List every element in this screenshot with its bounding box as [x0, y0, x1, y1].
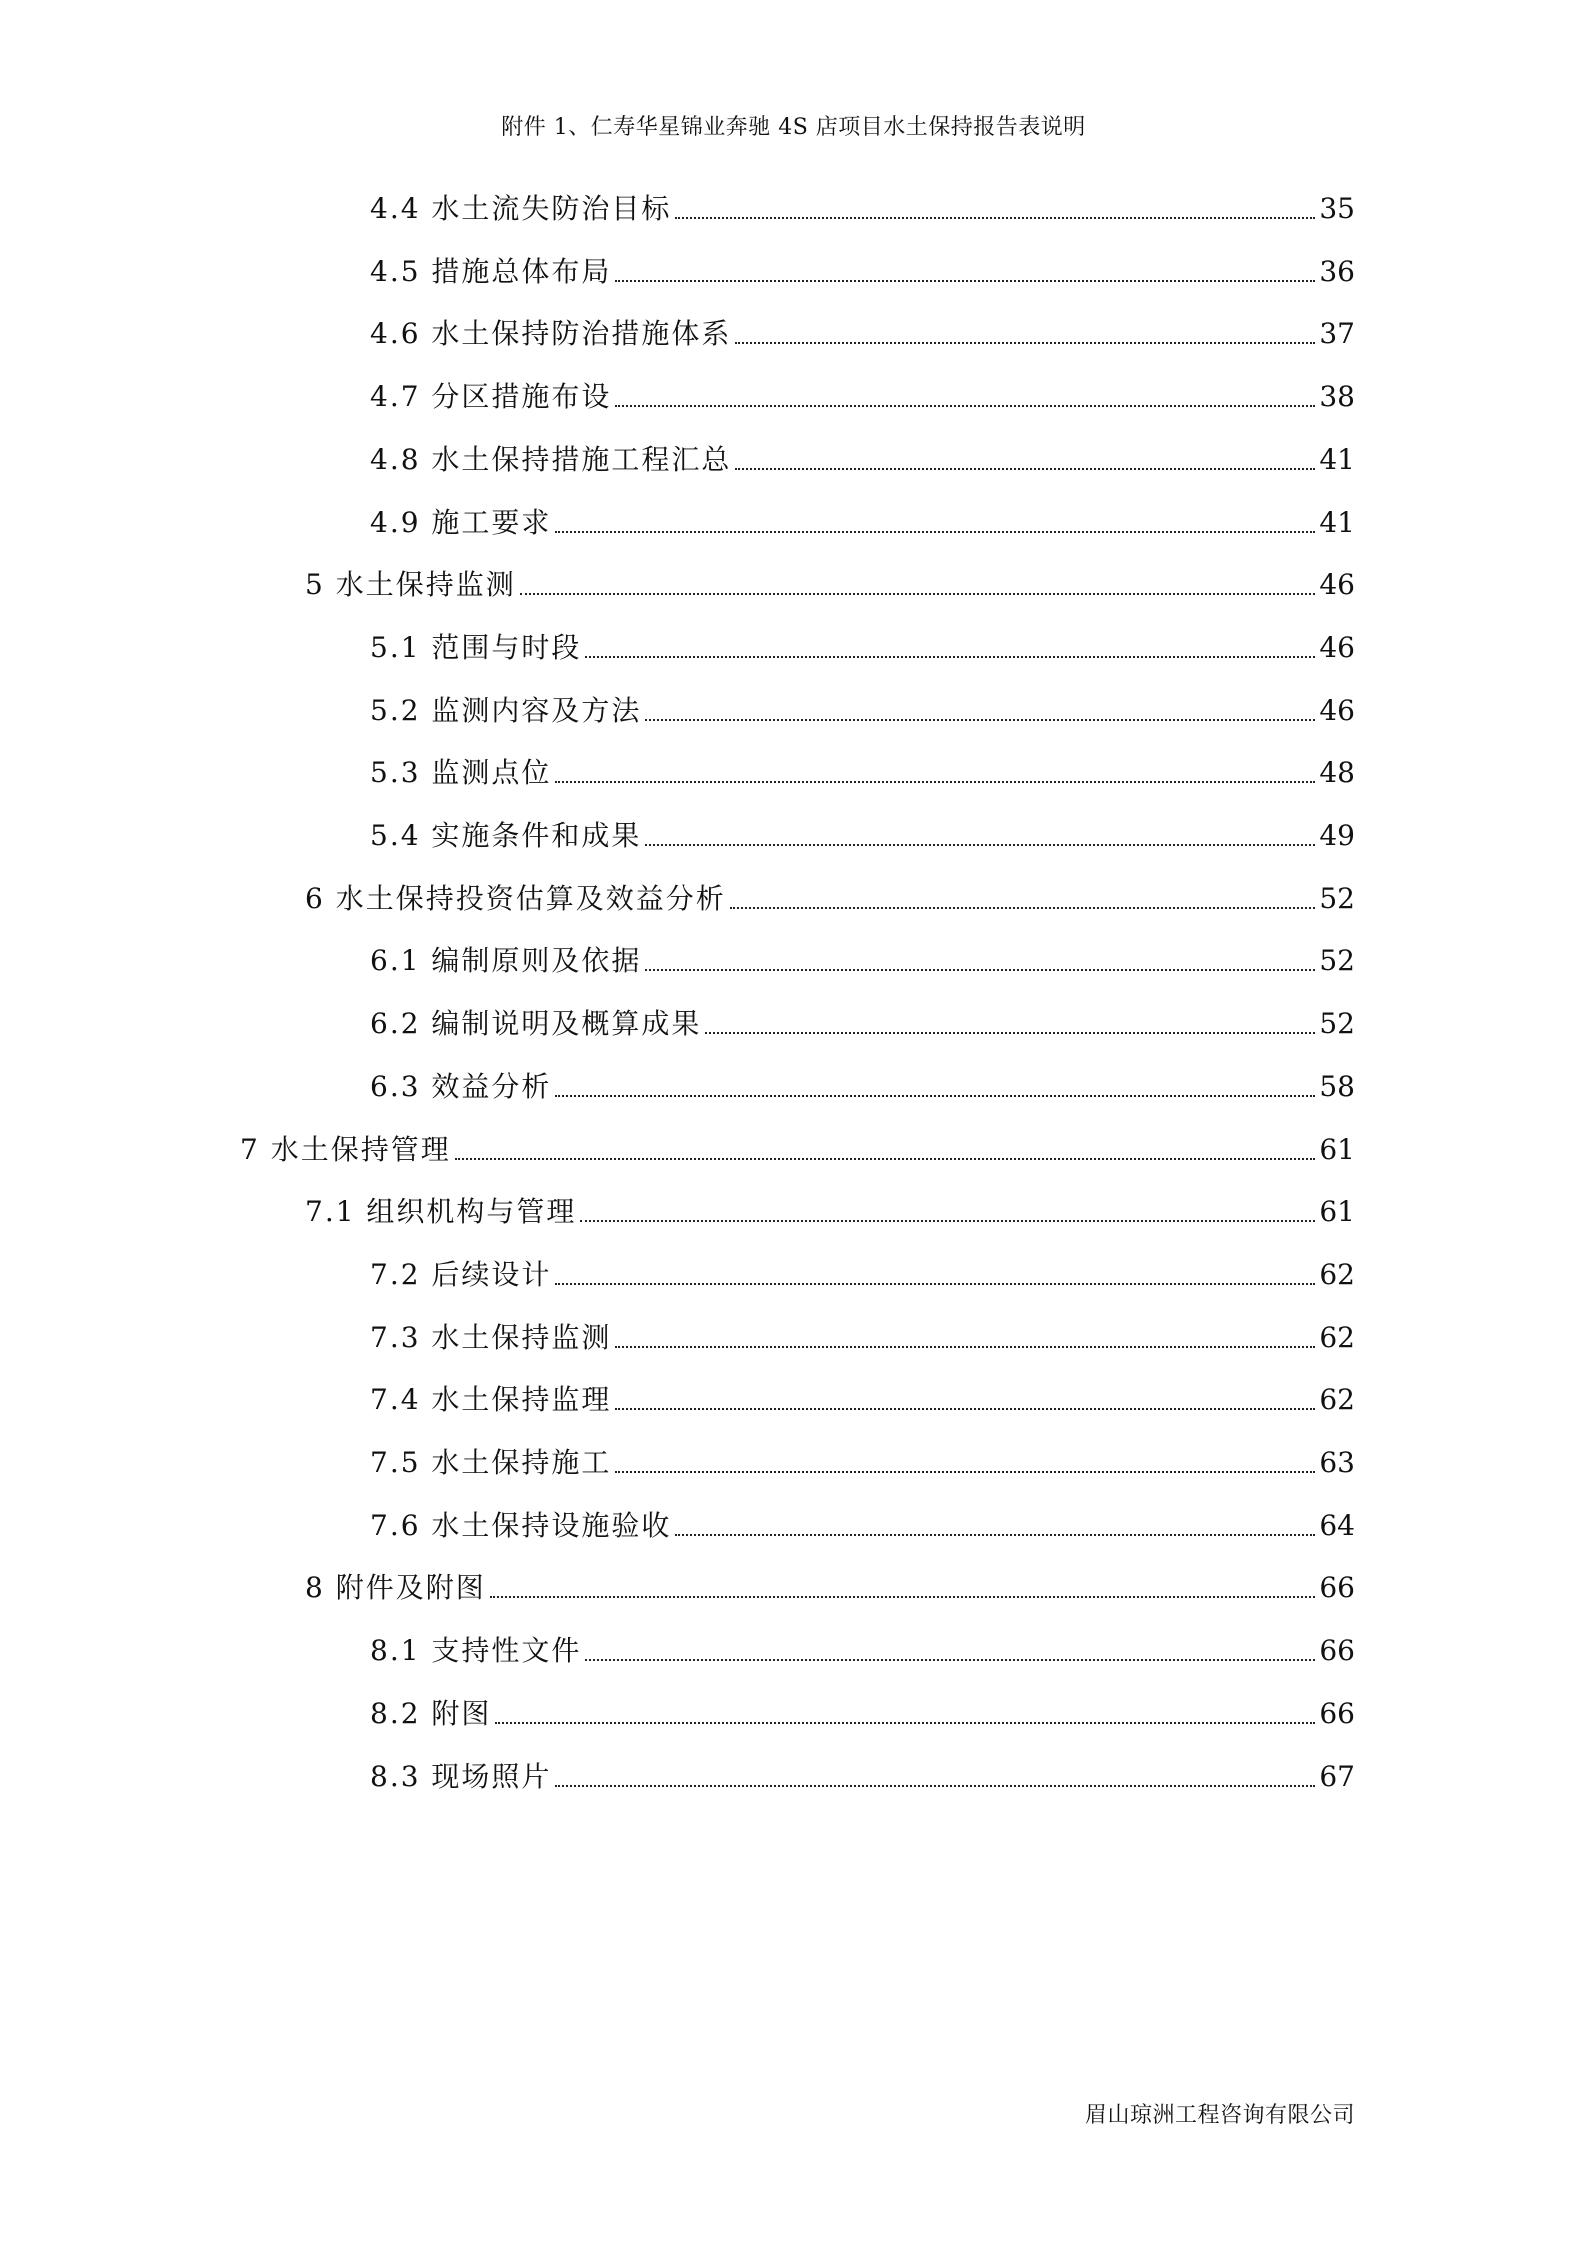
- toc-entry-label: 7.1 组织机构与管理: [305, 1195, 577, 1229]
- toc-dot-leader: [555, 1094, 1315, 1097]
- toc-dot-leader: [730, 906, 1316, 909]
- toc-dot-leader: [615, 404, 1315, 407]
- toc-entry[interactable]: [370, 939, 1355, 979]
- toc-entry-label: 6.1 编制原则及依据: [370, 944, 642, 978]
- toc-entry-label: 4.4 水土流失防治目标: [370, 192, 672, 225]
- toc-entry[interactable]: [305, 1566, 1355, 1606]
- toc-entry-label: 6.2 编制说明及概算成果: [370, 1007, 702, 1041]
- toc-dot-leader: [555, 1784, 1315, 1787]
- toc-entry-label: 7.6 水土保持设施验收: [370, 1508, 672, 1542]
- toc-dot-leader: [615, 1345, 1315, 1348]
- toc-entry[interactable]: [370, 501, 1355, 541]
- toc-entry-page-number: 52: [1319, 1007, 1355, 1041]
- toc-dot-leader: [615, 1470, 1315, 1473]
- toc-entry[interactable]: [370, 1316, 1355, 1356]
- toc-dot-leader: [735, 467, 1315, 470]
- toc-entry-page-number: 36: [1319, 254, 1355, 288]
- toc-dot-leader: [615, 1407, 1315, 1410]
- toc-dot-leader: [580, 1219, 1315, 1222]
- toc-entry[interactable]: [305, 877, 1355, 917]
- toc-entry-page-number: 49: [1319, 819, 1355, 852]
- toc-dot-leader: [675, 216, 1315, 219]
- toc-entry-page-number: 62: [1319, 1383, 1355, 1417]
- toc-entry[interactable]: [370, 1065, 1355, 1105]
- toc-entry[interactable]: [370, 1002, 1355, 1042]
- toc-entry-label: 4.8 水土保持措施工程汇总: [370, 442, 732, 476]
- toc-entry-label: 8.3 现场照片: [370, 1759, 552, 1793]
- toc-entry-page-number: 62: [1319, 1320, 1355, 1354]
- toc-dot-leader: [735, 341, 1315, 344]
- toc-entry-label: 7.5 水土保持施工: [370, 1446, 612, 1479]
- toc-entry-page-number: 52: [1319, 881, 1355, 915]
- toc-entry-page-number: 41: [1319, 442, 1355, 476]
- page-footer-company: 眉山琼洲工程咨询有限公司: [1084, 2103, 1355, 2128]
- toc-entry-label: 6.3 效益分析: [370, 1069, 552, 1103]
- toc-entry-page-number: 38: [1319, 380, 1355, 414]
- toc-entry-label: 8.1 支持性文件: [370, 1634, 582, 1668]
- toc-entry[interactable]: [370, 626, 1355, 666]
- toc-entry-label: 7.3 水土保持监测: [370, 1320, 612, 1354]
- toc-entry[interactable]: [370, 312, 1355, 352]
- toc-entry[interactable]: [240, 1128, 1355, 1168]
- toc-dot-leader: [455, 1157, 1316, 1160]
- toc-entry-label: 5 水土保持监测: [305, 568, 516, 602]
- toc-entry[interactable]: [370, 1629, 1355, 1669]
- toc-dot-leader: [490, 1595, 1316, 1598]
- toc-entry-label: 7.2 后续设计: [370, 1257, 552, 1291]
- toc-entry-label: 5.4 实施条件和成果: [370, 819, 642, 852]
- toc-entry-page-number: 66: [1319, 1571, 1355, 1605]
- toc-entry-label: 4.6 水土保持防治措施体系: [370, 317, 732, 351]
- page-header: 附件 1、仁寿华星锦业奔驰 4S 店项目水土保持报告表说明: [501, 115, 1086, 140]
- toc-entry-label: 8.2 附图: [370, 1696, 492, 1730]
- toc-entry[interactable]: [370, 375, 1355, 415]
- toc-entry-page-number: 61: [1319, 1195, 1355, 1229]
- toc-entry-label: 7 水土保持管理: [240, 1132, 451, 1166]
- toc-entry-page-number: 35: [1319, 192, 1355, 225]
- toc-dot-leader: [585, 655, 1315, 658]
- toc-entry[interactable]: [305, 563, 1355, 603]
- toc-entry[interactable]: [370, 250, 1355, 290]
- toc-entry[interactable]: [370, 1441, 1355, 1481]
- toc-entry[interactable]: [370, 1755, 1355, 1795]
- toc-entry-label: 4.9 施工要求: [370, 505, 552, 539]
- toc-entry-label: 4.7 分区措施布设: [370, 380, 612, 414]
- toc-dot-leader: [555, 1282, 1315, 1285]
- toc-entry-label: 6 水土保持投资估算及效益分析: [305, 881, 726, 915]
- toc-entry-page-number: 41: [1319, 505, 1355, 539]
- toc-entry[interactable]: [370, 814, 1355, 854]
- toc-entry-label: 7.4 水土保持监理: [370, 1383, 612, 1417]
- toc-entry-page-number: 48: [1319, 756, 1355, 790]
- toc-entry-label: 5.3 监测点位: [370, 756, 552, 790]
- toc-entry[interactable]: [370, 438, 1355, 478]
- toc-entry-page-number: 66: [1319, 1634, 1355, 1668]
- toc-dot-leader: [555, 780, 1315, 783]
- toc-dot-leader: [495, 1721, 1315, 1724]
- toc-entry[interactable]: [370, 187, 1355, 227]
- toc-entry[interactable]: [370, 1253, 1355, 1293]
- toc-entry[interactable]: [370, 1692, 1355, 1732]
- toc-dot-leader: [520, 592, 1316, 595]
- toc-dot-leader: [645, 843, 1315, 846]
- toc-dot-leader: [645, 718, 1315, 721]
- toc-entry-page-number: 46: [1319, 630, 1355, 664]
- toc-entry-label: 5.1 范围与时段: [370, 630, 582, 664]
- toc-entry-page-number: 37: [1319, 317, 1355, 351]
- toc-entry-label: 8 附件及附图: [305, 1571, 486, 1605]
- toc-entry-page-number: 62: [1319, 1257, 1355, 1291]
- toc-entry[interactable]: [370, 1504, 1355, 1544]
- toc-entry-page-number: 64: [1319, 1508, 1355, 1542]
- toc-entry-page-number: 46: [1319, 693, 1355, 727]
- toc-entry-page-number: 58: [1319, 1069, 1355, 1103]
- toc-entry-page-number: 46: [1319, 568, 1355, 602]
- toc-dot-leader: [675, 1533, 1315, 1536]
- toc-entry-page-number: 52: [1319, 944, 1355, 978]
- toc-entry-page-number: 61: [1319, 1132, 1355, 1166]
- toc-dot-leader: [555, 530, 1315, 533]
- toc-entry[interactable]: [370, 689, 1355, 729]
- toc-entry[interactable]: [370, 751, 1355, 791]
- toc-dot-leader: [645, 968, 1315, 971]
- toc-entry-page-number: 66: [1319, 1696, 1355, 1730]
- toc-entry[interactable]: [370, 1378, 1355, 1418]
- toc-entry-label: 4.5 措施总体布局: [370, 254, 612, 288]
- toc-entry-label: 5.2 监测内容及方法: [370, 693, 642, 727]
- toc-dot-leader: [705, 1031, 1315, 1034]
- toc-entry-page-number: 67: [1319, 1759, 1355, 1793]
- toc-dot-leader: [615, 279, 1315, 282]
- toc-entry-page-number: 63: [1319, 1446, 1355, 1479]
- toc-entry[interactable]: [305, 1190, 1355, 1230]
- toc-dot-leader: [585, 1658, 1315, 1661]
